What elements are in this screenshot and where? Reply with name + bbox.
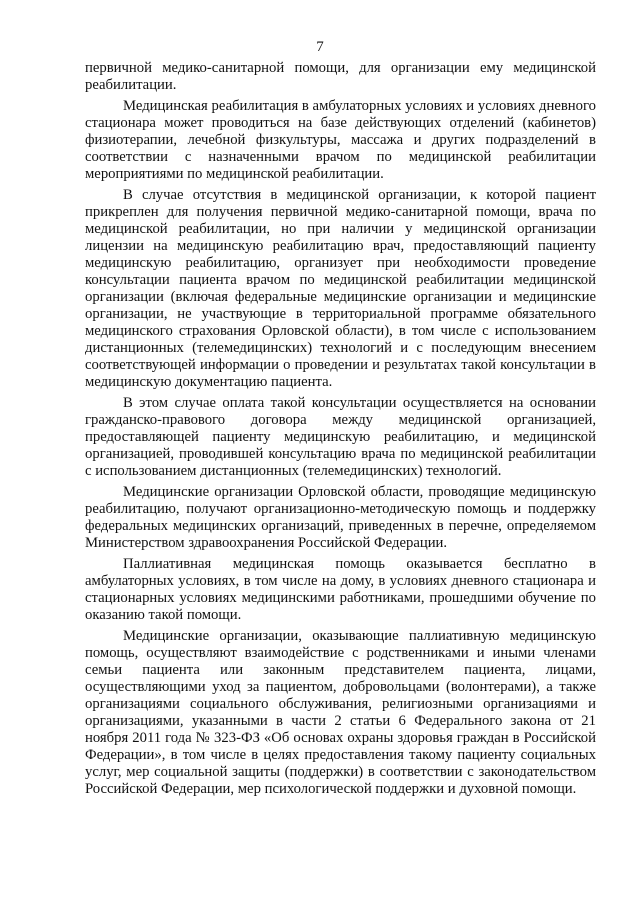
paragraph-methodical-support: Медицинские организации Орловской области, проводящие медицинскую реабилитацию, получают организационно-методическую помощь и поддержку федеральных медицинских организаций, приведенных в перечне, определяемом Министерством здравоохранения Российской Федерации. [85, 484, 596, 551]
paragraph-consultation-payment: В этом случае оплата такой консультации осуществляется на основании гражданско-правового договора между медицинской организацией, предоставляющей пациенту медицинскую реабилитацию, и медицинской организацией, проводившей консультацию врача по медицинской реабилитации с использованием дистанционных (телемедицинских) технологий. [85, 395, 596, 479]
paragraph-palliative-care: Паллиативная медицинская помощь оказывается бесплатно в амбулаторных условиях, в том числе на дому, в условиях дневного стационара и стационарных условиях медицинскими работниками, прошедшими обучение по оказанию такой помощи. [85, 556, 596, 623]
page-number: 7 [316, 39, 324, 55]
body-text [85, 60, 596, 798]
paragraph-palliative-interaction: Медицинские организации, оказывающие паллиативную медицинскую помощь, осуществляют взаимодействие с родственниками и иными членами семьи пациента или законным представителем пациента, лицами, осуществляющими уход за пациентом, добровольцами (волонтерами), а также организациями социального обслуживания, религиозными организациями и организациями, указанными в части 2 статьи 6 Федерального закона от 21 ноября 2011 года № 323-ФЗ «Об основах охраны здоровья граждан в Российской Федерации», в том числе в целях предоставления такому пациенту социальных услуг, мер социальной защиты (поддержки) в соответствии с законодательством Российской Федерации, мер психологической поддержки и духовной помощи. [85, 628, 596, 797]
paragraph-rehab-outpatient: Медицинская реабилитация в амбулаторных условиях и условиях дневного стационара может проводиться на базе действующих отделений (кабинетов) физиотерапии, лечебной физкультуры, массажа и других подразделений в соответствии с назначенными врачом по медицинской реабилитации мероприятиями по медицинской реабилитации. [85, 98, 596, 182]
paragraph-rehab-consultation: В случае отсутствия в медицинской организации, к которой пациент прикреплен для получения первичной медико-санитарной помощи, врача по медицинской реабилитации, но при наличии у медицинской организации лицензии на медицинскую реабилитацию врач, предоставляющий пациенту медицинскую реабилитацию, организует при необходимости проведение консультации пациента врачом по медицинской реабилитации медицинской организации (включая федеральные медицинские организации и медицинские организации, не участвующие в территориальной программе обязательного медицинского страхования Орловской области), в том числе с использованием дистанционных (телемедицинских) технологий и с последующим внесением соответствующей информации о проведении и результатах такой консультации в медицинскую документацию пациента. [85, 187, 596, 390]
paragraph-continuation: первичной медико-санитарной помощи, для организации ему медицинской реабилитации. [85, 60, 596, 93]
